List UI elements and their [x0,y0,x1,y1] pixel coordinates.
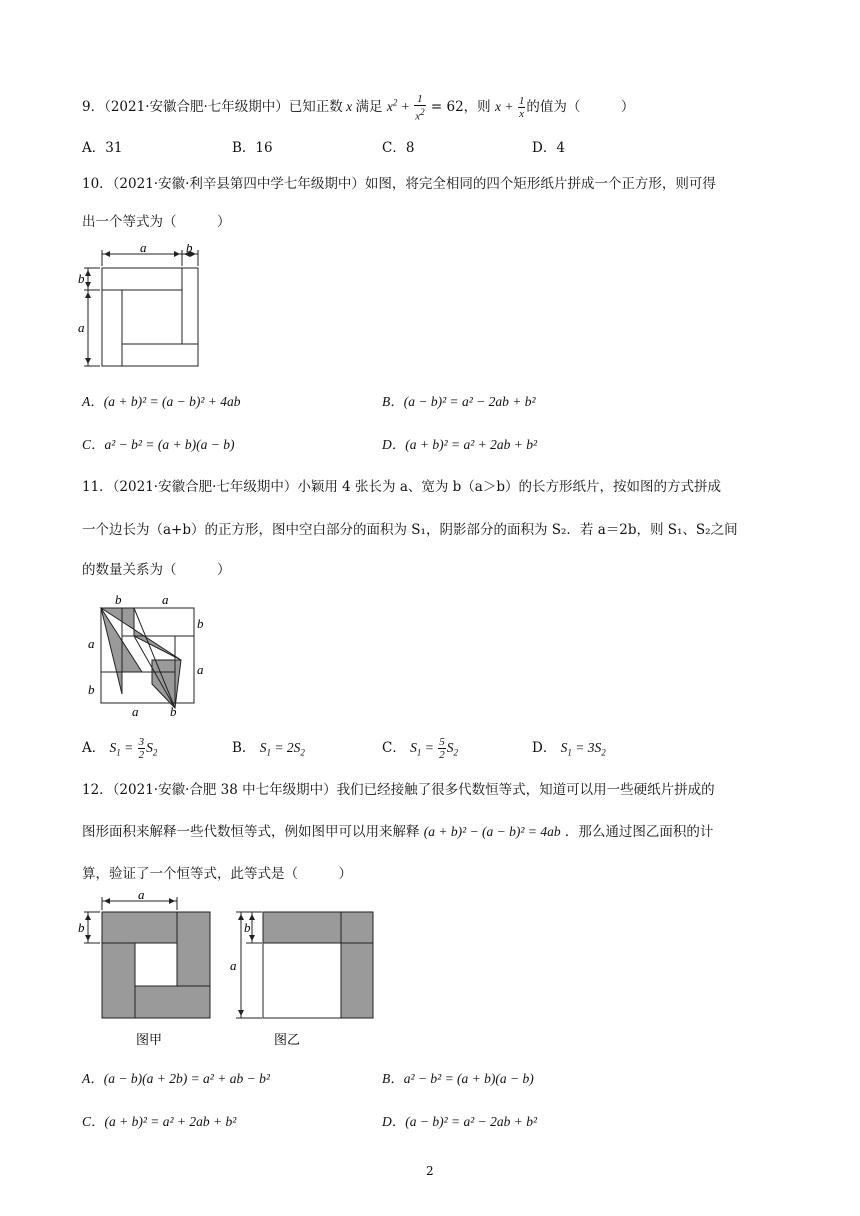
q11-option-d[interactable] [532,736,606,758]
q11-label-bottom-b: b [170,704,177,719]
q11-option-b-letter: B． [232,740,256,756]
q9-formula: $x^2$ + $\frac{1}{x^2}$ [386,93,425,123]
q10-figure [76,244,206,374]
q11-label-left-a: a [88,636,95,651]
q11-option-a-math: $S_1$ = $\frac{3}{2}$ $S_2$ [109,736,158,762]
q11-line2: 一个边长为（a+b）的正方形，图中空白部分的面积为 S₁，阴影部分的面积为 S₂．若 a＝2b，则 S₁、S₂之间 [82,522,738,538]
q10-label-b-left: b [78,271,85,286]
q11-label-top-a: a [162,592,169,607]
q11-option-c-letter: C． [382,740,406,756]
q11-option-b-math: $S_1 = 2S_2$ [259,740,305,758]
q9-option-a[interactable]: A．31 [82,140,123,156]
q9-stem: 9．（2021·安徽合肥·七年级期中）已知正数 x 满足 $x^2$ + $\frac{1}{x^2}$ = 62，则 x + $\frac{1}{x}$ 的值为（ ） [82,93,635,123]
q12-figures [76,892,416,1052]
q9-option-d[interactable]: D．4 [532,140,565,156]
q9-eq-rhs: = 62 [430,98,464,115]
q11-option-d-math: $S_1 = 3S_2$ [560,740,606,758]
q12-line1: 12．（2021·安徽·合肥 38 中七年级期中）我们已经接触了很多代数恒等式，知道可以用一些硬纸片拼成的 [82,782,715,798]
q12-option-b[interactable]: B．a² − b² = (a + b)(a − b) [382,1071,534,1086]
q12-line3: 算，验证了一个恒等式，此等式是（ ） [82,866,352,882]
q11-option-d-letter: D． [532,740,557,756]
q12-line2b: ．那么通过图乙面积的计 [564,824,714,840]
q10-option-b[interactable]: B．(a − b)² = a² − 2ab + b² [382,394,536,409]
q12-line2a: 图形面积来解释一些代数恒等式，例如图甲可以用来解释 [82,824,420,840]
q11-option-c[interactable] [382,736,458,761]
q12-yi-label-a: a [230,958,237,973]
q11-label-top-b: b [115,592,122,607]
q11-label-bottom-a: a [132,704,139,719]
q12-caption-jia: 图甲 [136,1033,163,1048]
q9-option-b[interactable]: B．16 [232,140,273,156]
q12-yi-label-b: b [244,920,251,935]
q9-mid2: ，则 [463,98,491,115]
q9-option-c[interactable]: C．8 [382,140,415,156]
q10-option-a[interactable]: A．(a + b)² = (a − b)² + 4ab [82,394,241,409]
q10-label-a-left: a [78,320,85,335]
q9-prefix: 9．（2021·安徽合肥·七年级期中）已知正数 [82,98,343,115]
q9-mid1: 满足 [355,98,383,115]
q11-line3: 的数量关系为（ ） [82,562,231,578]
q12-jia-label-a: a [138,892,145,902]
page-number: 2 [426,1164,434,1178]
q12-line2-math: (a + b)² − (a − b)² = 4ab [423,824,561,839]
q10-option-d[interactable]: D．(a + b)² = a² + 2ab + b² [382,437,538,452]
q10-option-c[interactable]: C．a² − b² = (a + b)(a − b) [82,437,235,452]
q11-option-a[interactable] [82,736,157,761]
q11-option-c-math: $S_1$ = $\frac{5}{2}$ $S_2$ [410,736,459,762]
q11-option-b[interactable] [232,736,305,758]
q12-option-d[interactable]: D．(a − b)² = a² − 2ab + b² [382,1114,538,1129]
q10-label-a-top: a [140,244,147,255]
q11-line1: 11．（2021·安徽合肥·七年级期中）小颖用 4 张长为 a、宽为 b（a＞b）的长方形纸片，按如图的方式拼成 [82,479,722,495]
q11-option-a-letter: A． [82,740,106,756]
q12-line2 [82,820,713,840]
q10-line1: 10．（2021·安徽·利辛县第四中学七年级期中）如图，将完全相同的四个矩形纸片拼成一个正方形，则可得 [82,176,716,192]
q12-option-c[interactable]: C．(a + b)² = a² + 2ab + b² [82,1114,237,1129]
q11-label-left-b: b [88,682,95,697]
q12-option-a[interactable]: A．(a − b)(a + 2b) = a² + ab − b² [82,1071,270,1086]
q12-caption-yi: 图乙 [274,1033,301,1048]
q12-jia-label-b: b [78,920,85,935]
q9-suffix: 的值为（ ） [526,98,635,115]
q9-target: x + $\frac{1}{x}$ [494,95,525,121]
q10-label-b-top: b [186,244,193,255]
q11-figure [82,590,212,720]
q11-label-right-b: b [197,616,204,631]
q10-line2: 出一个等式为（ ） [82,214,231,230]
q11-label-right-a: a [197,662,204,677]
